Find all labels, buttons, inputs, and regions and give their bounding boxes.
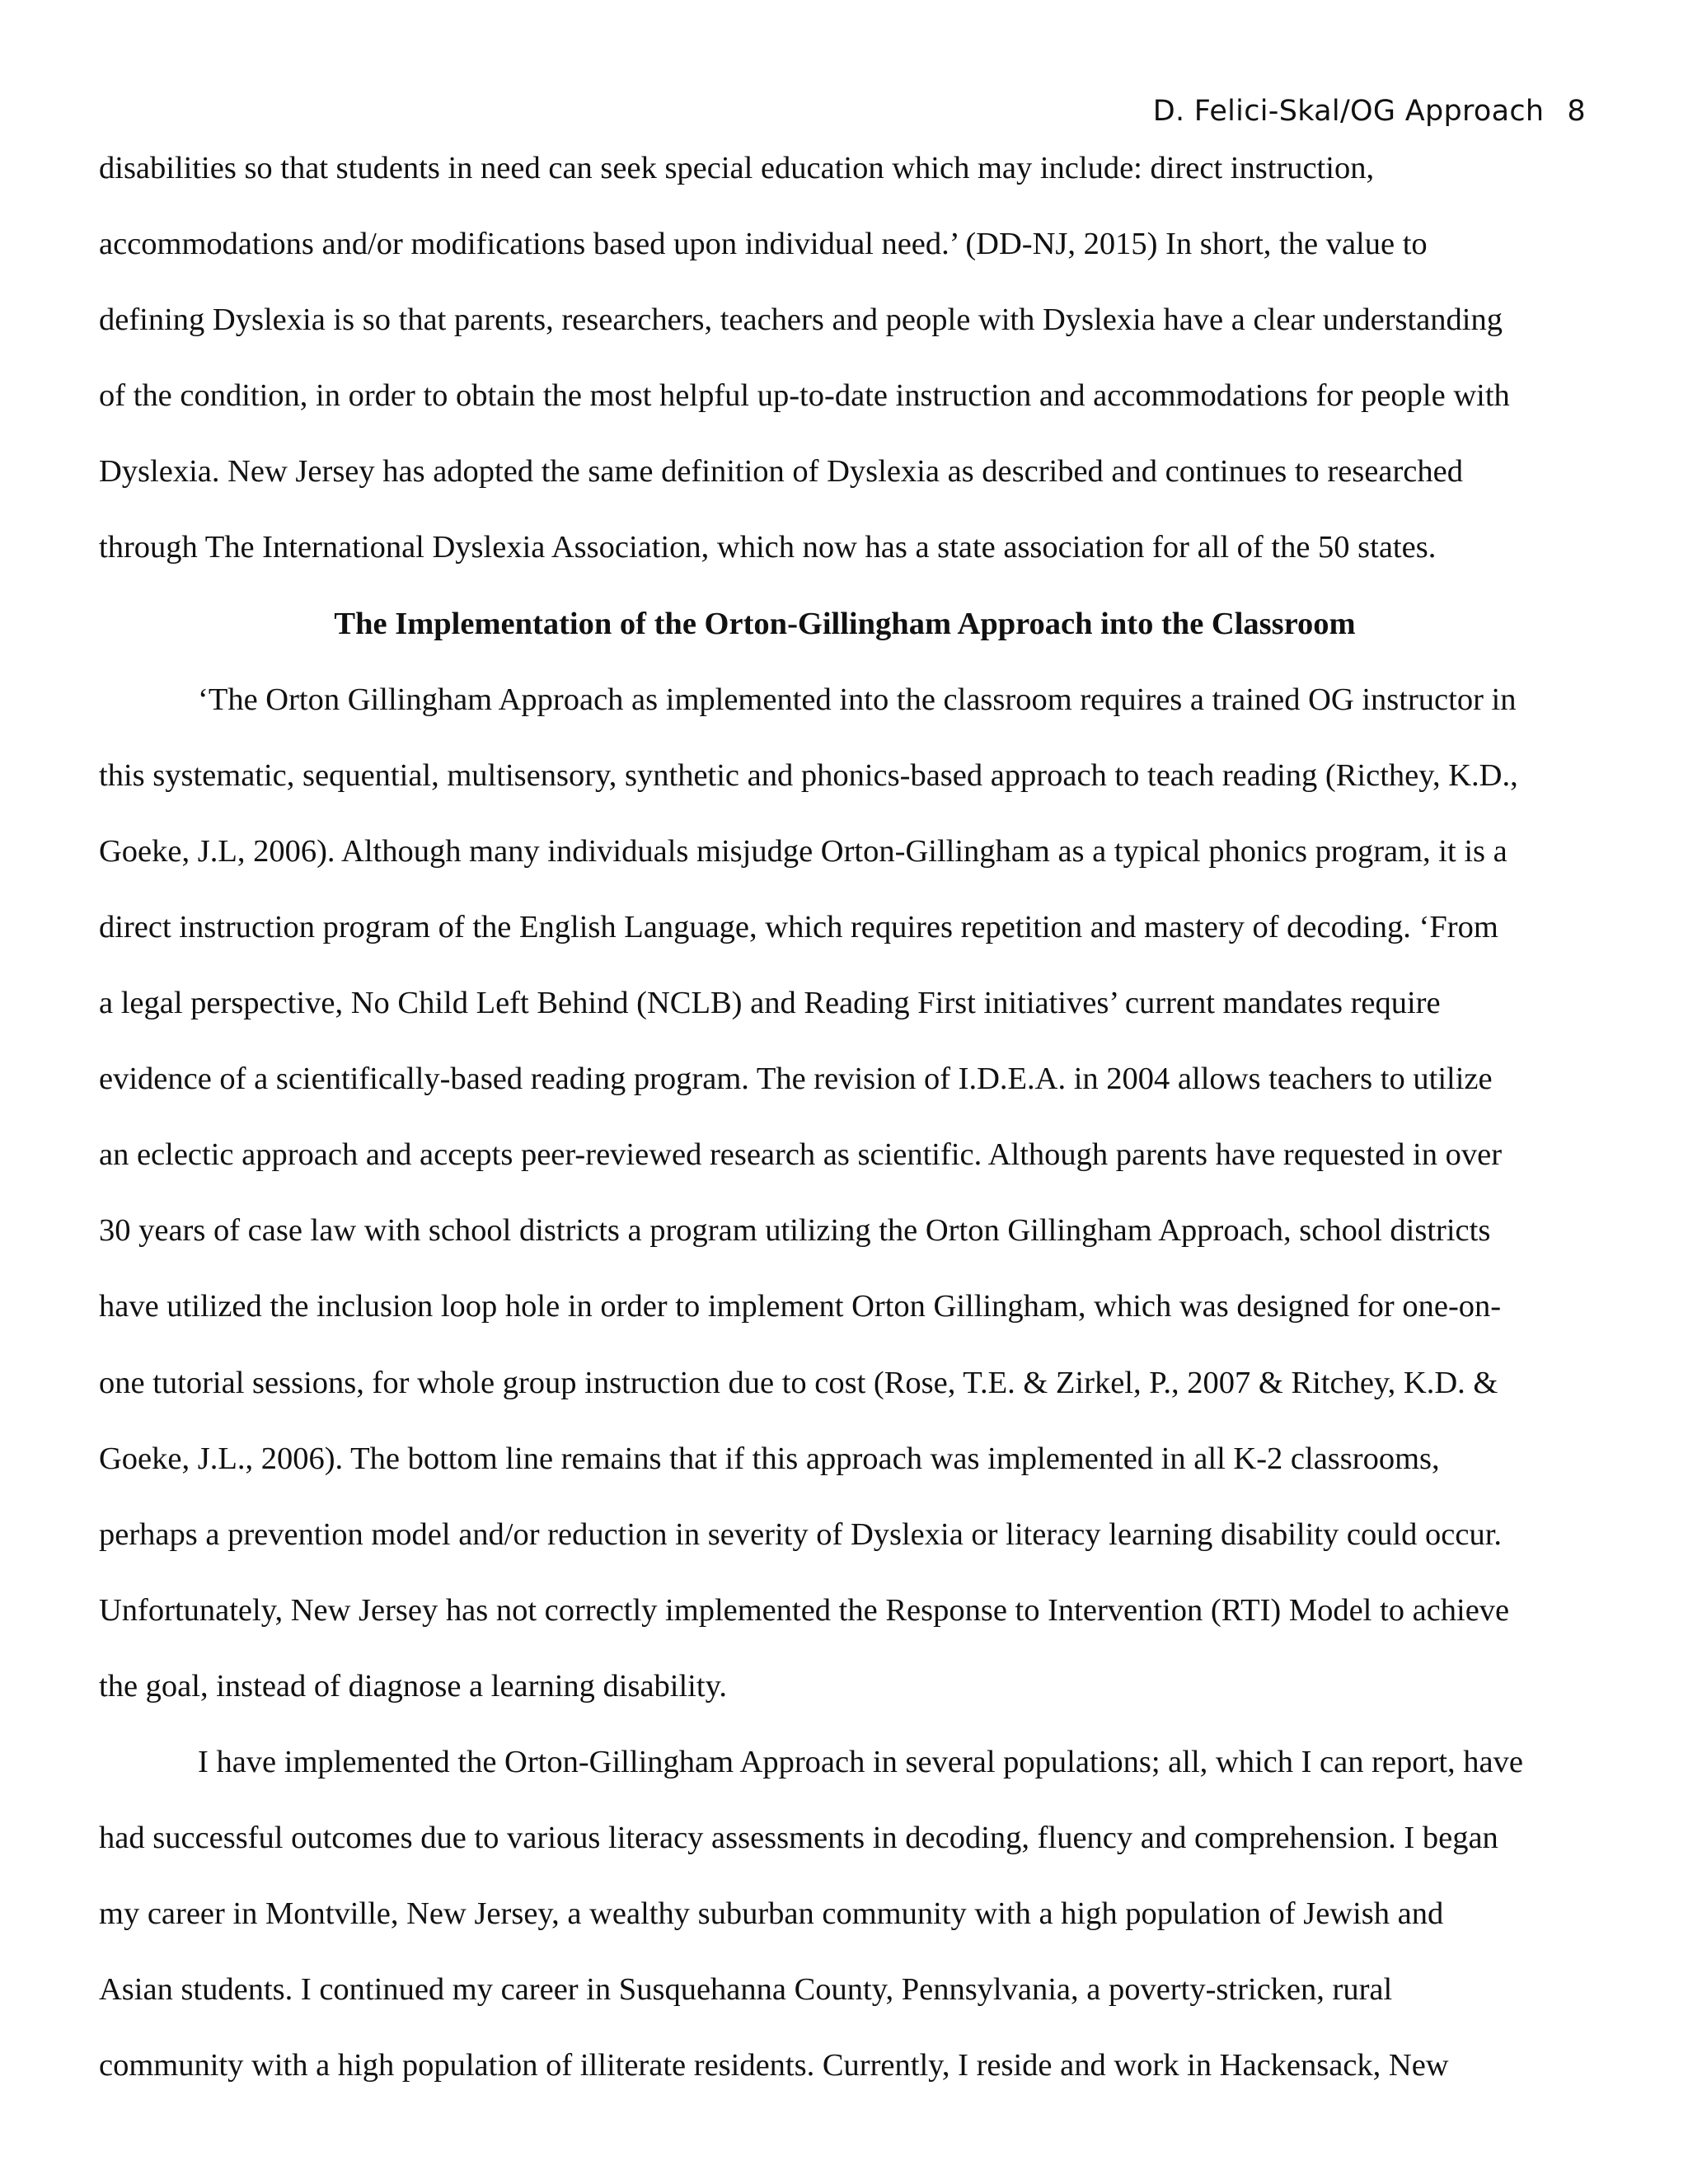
body-line: a legal perspective, No Child Left Behind (NCLB) and Reading First initiatives’ current mandates require — [99, 986, 1441, 1021]
body-line: my career in Montville, New Jersey, a wealthy suburban community with a high population of Jewish and — [99, 1896, 1444, 1932]
section-heading: The Implementation of the Orton-Gillingham Approach into the Classroom — [334, 606, 1356, 641]
body-line: Goeke, J.L, 2006). Although many individuals misjudge Orton-Gillingham as a typical phonics program, it is a — [99, 833, 1507, 869]
body-line: disabilities so that students in need can seek special education which may include: direct instruction, — [99, 151, 1375, 185]
body-line: Unfortunately, New Jersey has not correctly implemented the Response to Intervention (RTI) Model to achieve — [99, 1592, 1510, 1628]
body-line: Goeke, J.L., 2006). The bottom line remains that if this approach was implemented in all K-2 classrooms, — [99, 1441, 1440, 1476]
running-header — [1153, 97, 1586, 126]
body-line: ‘The Orton Gillingham Approach as implemented into the classroom requires a trained OG instructor in — [198, 682, 1517, 717]
body-line: accommodations and/or modifications based upon individual need.’ (DD-NJ, 2015) In short, the value to — [99, 227, 1428, 262]
body-line: community with a high population of illiterate residents. Currently, I reside and work in Hackensack, New — [99, 2048, 1449, 2083]
page-body — [99, 130, 1591, 2103]
body-line: I have implemented the Orton-Gillingham Approach in several populations; all, which I can report, have — [198, 1744, 1523, 1779]
body-line: the goal, instead of diagnose a learning disability. — [99, 1668, 727, 1704]
body-line: evidence of a scientifically-based reading program. The revision of I.D.E.A. in 2004 allows teachers to utilize — [99, 1062, 1493, 1097]
running-title: D. Felici-Skal/OG Approach — [1152, 95, 1545, 128]
body-line: direct instruction program of the English Language, which requires repetition and mastery of decoding. ‘From — [99, 909, 1498, 944]
body-line: this systematic, sequential, multisensory, synthetic and phonics-based approach to teach reading (Ricthey, K.D., — [99, 757, 1518, 793]
body-line: Dyslexia. New Jersey has adopted the same definition of Dyslexia as described and continues to researched — [99, 454, 1463, 490]
body-line: have utilized the inclusion loop hole in order to implement Orton Gillingham, which was designed for one-on- — [99, 1289, 1502, 1324]
body-line: through The International Dyslexia Association, which now has a state association for all of the 50 states. — [99, 530, 1437, 565]
body-line: perhaps a prevention model and/or reduction in severity of Dyslexia or literacy learning disability could occur. — [99, 1516, 1503, 1552]
page-number: 8 — [1567, 95, 1586, 128]
body-line: Asian students. I continued my career in Susquehanna County, Pennsylvania, a poverty-stricken, rural — [99, 1972, 1393, 2008]
body-line: had successful outcomes due to various literacy assessments in decoding, fluency and comprehension. I began — [99, 1821, 1498, 1856]
body-line: of the condition, in order to obtain the most helpful up-to-date instruction and accommodations for people with — [99, 378, 1510, 414]
body-line: 30 years of case law with school districts a program utilizing the Orton Gillingham Approach, school districts — [99, 1213, 1491, 1249]
body-line: an eclectic approach and accepts peer-reviewed research as scientific. Although parents have requested in over — [99, 1137, 1503, 1173]
body-line: defining Dyslexia is so that parents, researchers, teachers and people with Dyslexia have a clear understanding — [99, 302, 1503, 338]
body-line: one tutorial sessions, for whole group instruction due to cost (Rose, T.E. & Zirkel, P., 2007 & Ritchey, K.D. & — [99, 1365, 1498, 1400]
